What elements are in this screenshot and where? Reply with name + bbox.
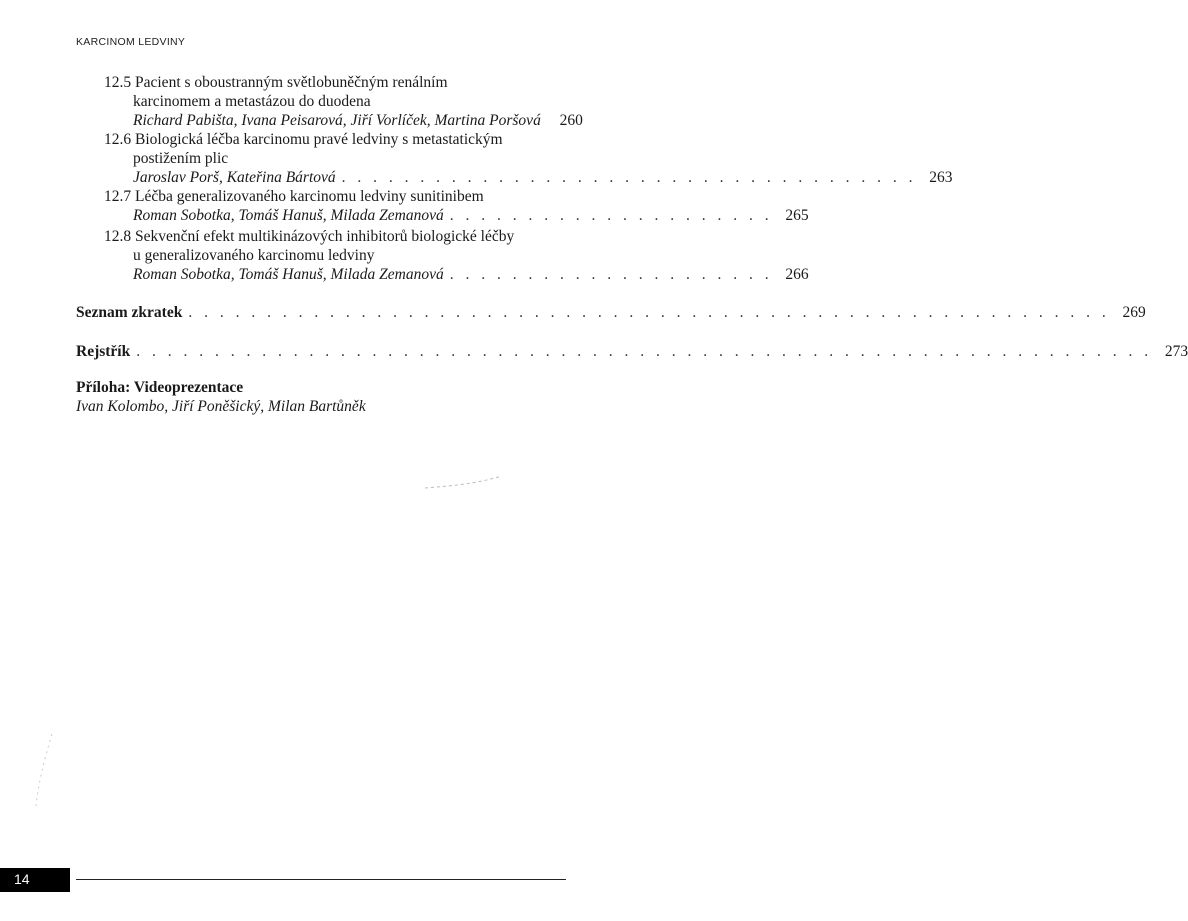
toc-page-number: 266 <box>785 266 809 283</box>
toc-entry-12-8-title-line-2: u generalizovaného karcinomu ledviny <box>133 247 375 264</box>
toc-entry-12-5-title-line-2: karcinomem a metastázou do duodena <box>133 93 371 110</box>
toc-entry-12-8-title-line-1 <box>104 228 514 246</box>
toc-entry-number: 12.8 <box>104 228 132 245</box>
toc-entry-authors: Richard Pabišta, Ivana Peisarová, Jiří Vorlíček, Martina Poršová <box>133 112 541 129</box>
toc-entry-12-8-authors-row[interactable] <box>133 266 809 284</box>
toc-page-number: 269 <box>1122 304 1146 321</box>
toc-entry-number: 12.5 <box>104 74 132 91</box>
scan-mark <box>30 730 60 810</box>
running-head: KARCINOM LEDVINY <box>76 36 186 48</box>
dot-leader: . . . . . . . . . . . . . . . . . . . . . . . . . . . . . . . . . . . . . . . . . . . . . . . . . . . . . . . . . . . <box>188 304 1110 321</box>
toc-entry-12-6-title-line-2: postižením plic <box>133 150 229 167</box>
toc-entry-authors: Roman Sobotka, Tomáš Hanuš, Milada Zemanová <box>133 266 444 283</box>
toc-section-title: Seznam zkratek <box>76 304 183 321</box>
toc-page-number: 260 <box>559 112 583 129</box>
appendix-authors: Ivan Kolombo, Jiří Poněšický, Milan Bartůněk <box>76 398 366 415</box>
dot-leader: . . . . . . . . . . . . . . . . . . . . . . . . . . . . . . . . . . . . . . . . . . . . . . . . . . . . . . . . . . . . . . . . . <box>136 343 1153 360</box>
toc-page-number: 263 <box>929 169 953 186</box>
dot-leader: . . . . . . . . . . . . . . . . . . . . . <box>449 266 773 283</box>
toc-entry-title: Sekvenční efekt multikinázových inhibitorů biologické léčby <box>135 228 515 245</box>
dot-leader: . . . . . . . . . . . . . . . . . . . . . . . . . . . . . . . . . . . . . <box>341 169 917 186</box>
dot-leader: . . . . . . . . . . . . . . . . . . . . . <box>449 207 773 224</box>
toc-entry-number: 12.6 <box>104 131 132 148</box>
footer-rule <box>76 879 566 880</box>
toc-entry-title: Biologická léčba karcinomu pravé ledviny s metastatickým <box>135 131 503 148</box>
page-number: 14 <box>14 871 30 887</box>
scan-mark <box>420 470 510 494</box>
toc-entry-title: Pacient s oboustranným světlobuněčným renálním <box>135 74 448 91</box>
toc-entry-12-6-authors-row[interactable] <box>133 169 953 187</box>
toc-section-rejstrik[interactable] <box>76 343 1188 361</box>
toc-entry-authors: Roman Sobotka, Tomáš Hanuš, Milada Zemanová <box>133 207 444 224</box>
toc-entry-authors: Jaroslav Porš, Kateřina Bártová <box>133 169 336 186</box>
toc-page-number: 273 <box>1164 343 1188 360</box>
toc-entry-12-7-title-line-1 <box>104 188 484 206</box>
appendix-title[interactable]: Příloha: Videoprezentace <box>76 379 244 396</box>
toc-entry-number: 12.7 <box>104 188 132 205</box>
toc-entry-title: Léčba generalizovaného karcinomu ledviny sunitinibem <box>135 188 484 205</box>
toc-section-title: Rejstřík <box>76 343 131 360</box>
toc-entry-12-7-authors-row[interactable] <box>133 207 809 225</box>
toc-entry-12-6-title-line-1 <box>104 131 503 149</box>
toc-entry-12-5-title-line-1 <box>104 74 448 92</box>
page-number-tab <box>0 868 70 892</box>
toc-entry-12-5-authors-row[interactable] <box>133 112 583 130</box>
toc-section-seznam-zkratek[interactable] <box>76 304 1146 322</box>
toc-page-number: 265 <box>785 207 809 224</box>
